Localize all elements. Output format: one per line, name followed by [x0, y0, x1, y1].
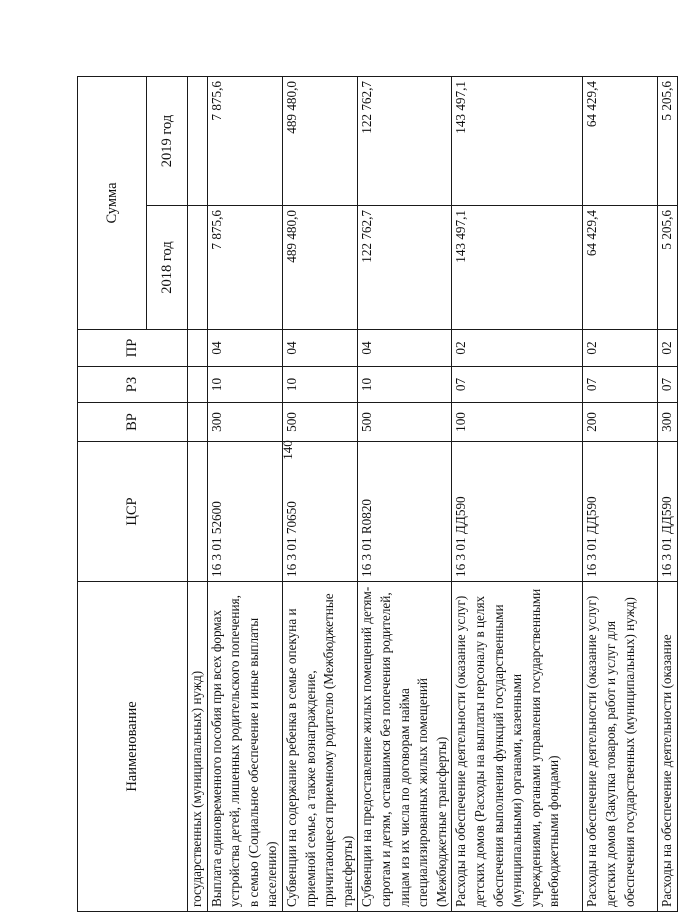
- table-row: [658, 77, 678, 912]
- row-sum-2019: 143 497,1: [452, 77, 583, 206]
- header-year-2018: 2018 год: [147, 206, 188, 330]
- row-rz: 07: [583, 367, 658, 403]
- row-sum-2018: 143 497,1: [452, 206, 583, 330]
- header-csr: ЦСР: [78, 442, 188, 582]
- row-name: Выплата единовременного пособия при всех формах устройства детей, лишенных родительского попечения, в семью (Социальное обеспечение и иные выплаты населению): [207, 582, 282, 912]
- row-sum-2018: 5 205,6: [658, 206, 678, 330]
- budget-table-sheet: [77, 77, 675, 912]
- row-csr: 16 3 01 ДД590: [583, 442, 658, 582]
- header-row: [78, 77, 147, 912]
- header-year-2019: 2019 год: [147, 77, 188, 206]
- row-pr: [188, 330, 208, 367]
- row-name: государственных (муниципальных) нужд): [188, 582, 208, 912]
- row-sum-2018: 7 875,6: [207, 206, 282, 330]
- row-csr: 16 3 01 70650: [282, 442, 357, 582]
- row-sum-2019: 7 875,6: [207, 77, 282, 206]
- row-sum-2018: 122 762,7: [358, 206, 452, 330]
- row-sum-2019: 5 205,6: [658, 77, 678, 206]
- row-vr: 300: [658, 403, 678, 442]
- row-sum-2019: 64 429,4: [583, 77, 658, 206]
- table-row: [358, 77, 452, 912]
- row-csr: 16 3 01 R0820: [358, 442, 452, 582]
- row-csr: 16 3 01 52600: [207, 442, 282, 582]
- row-pr: 02: [658, 330, 678, 367]
- row-csr: 16 3 01 ДД590: [658, 442, 678, 582]
- row-rz: [188, 367, 208, 403]
- table-row: [188, 77, 208, 912]
- row-pr: 02: [452, 330, 583, 367]
- row-vr: 300: [207, 403, 282, 442]
- row-sum-2018: 489 480,0: [282, 206, 357, 330]
- row-rz: 07: [452, 367, 583, 403]
- table-row: [583, 77, 658, 912]
- row-pr: 02: [583, 330, 658, 367]
- row-vr: [188, 403, 208, 442]
- row-pr: 04: [282, 330, 357, 367]
- header-sum: Сумма: [78, 77, 147, 330]
- row-csr: 16 3 01 ДД590: [452, 442, 583, 582]
- row-name: Расходы на обеспечение деятельности (оказание услуг) детских домов (Закупка товаров, работ и услуг для обеспечения государственных (муниципальных) нужд): [583, 582, 658, 912]
- table-row: [452, 77, 583, 912]
- budget-table: [77, 76, 678, 912]
- table-row: [207, 77, 282, 912]
- row-pr: 04: [207, 330, 282, 367]
- row-rz: 10: [358, 367, 452, 403]
- row-name: Расходы на обеспечение деятельности (оказание услуг) детских домов (Расходы на выплаты персоналу в целях обеспечения выполнения функций государственными (муниципальными) органами, казенными учреждениями, органами управления государственными внебюджетными фондами): [452, 582, 583, 912]
- row-name: Расходы на обеспечение деятельности (оказание: [658, 582, 678, 912]
- row-sum-2018: [188, 206, 208, 330]
- row-sum-2019: 122 762,7: [358, 77, 452, 206]
- table-row: [282, 77, 357, 912]
- header-vr: ВР: [78, 403, 188, 442]
- row-vr: 100: [452, 403, 583, 442]
- row-name: Субвенции на содержание ребенка в семье опекуна и приемной семье, а также вознаграждение, причитающееся приемному родителю (Межбюджетные трансферты): [282, 582, 357, 912]
- page-number: 140: [280, 440, 295, 460]
- row-rz: 07: [658, 367, 678, 403]
- row-sum-2019: 489 480,0: [282, 77, 357, 206]
- row-vr: 500: [282, 403, 357, 442]
- row-csr: [188, 442, 208, 582]
- row-pr: 04: [358, 330, 452, 367]
- row-name: Субвенции на предоставление жилых помещений детям-сиротам и детям, оставшимся без попечения родителей, лицам из их числа по договорам найма специализированных жилых помещений (Межбюджетные трансферты): [358, 582, 452, 912]
- row-rz: 10: [282, 367, 357, 403]
- row-rz: 10: [207, 367, 282, 403]
- header-rz: РЗ: [78, 367, 188, 403]
- row-vr: 200: [583, 403, 658, 442]
- row-sum-2018: 64 429,4: [583, 206, 658, 330]
- row-vr: 500: [358, 403, 452, 442]
- row-sum-2019: [188, 77, 208, 206]
- header-name: Наименование: [78, 582, 188, 912]
- header-pr: ПР: [78, 330, 188, 367]
